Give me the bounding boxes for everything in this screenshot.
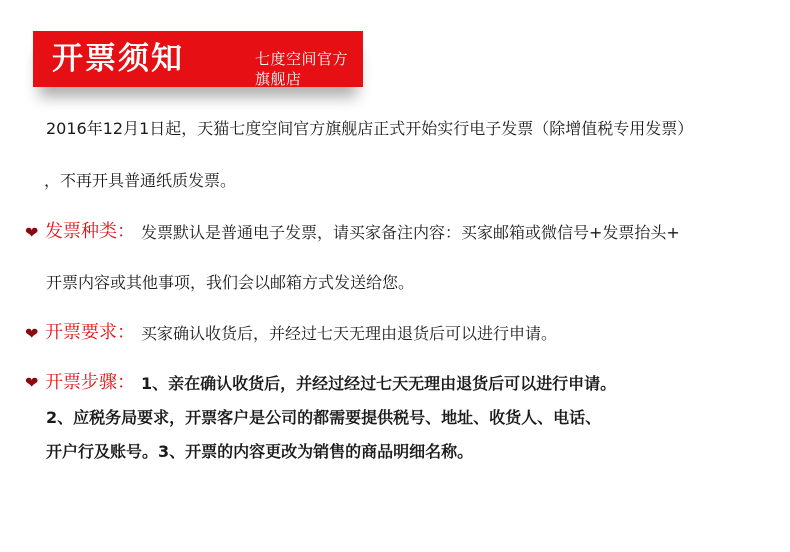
- invoice-requirements-text: 买家确认收货后，并经过七天无理由退货后可以进行申请。: [141, 324, 558, 343]
- invoice-requirements-label: 开票要求：: [45, 322, 135, 343]
- intro-line-2: ，不再开具普通纸质发票。: [44, 171, 237, 190]
- page-title: 开票须知: [52, 41, 184, 77]
- invoice-steps-text-1: 1、亲在确认收货后，并经过经过七天无理由退货后可以进行申请。: [141, 374, 617, 393]
- heart-icon: ❤: [25, 223, 39, 242]
- invoice-types-text-2: 开票内容或其他事项，我们会以邮箱方式发送给您。: [46, 273, 415, 292]
- heart-icon: ❤: [25, 324, 39, 343]
- invoice-types-label: 发票种类：: [45, 221, 135, 242]
- store-name: 七度空间官方旗舰店: [255, 50, 349, 88]
- title-banner: [33, 31, 363, 87]
- invoice-types-text-1: 发票默认是普通电子发票，请买家备注内容：买家邮箱或微信号+发票抬头+: [141, 223, 680, 242]
- invoice-steps-label: 开票步骤：: [45, 372, 135, 393]
- heart-icon: ❤: [25, 373, 39, 392]
- invoice-steps-text-2: 2、应税务局要求，开票客户是公司的都需要提供税号、地址、收货人、电话、: [46, 408, 602, 427]
- invoice-steps-text-3: 开户行及账号。3、开票的内容更改为销售的商品明细名称。: [46, 442, 474, 461]
- intro-line-1: 2016年12月1日起，天猫七度空间官方旗舰店正式开始实行电子发票（除增值税专用发票）: [46, 119, 694, 138]
